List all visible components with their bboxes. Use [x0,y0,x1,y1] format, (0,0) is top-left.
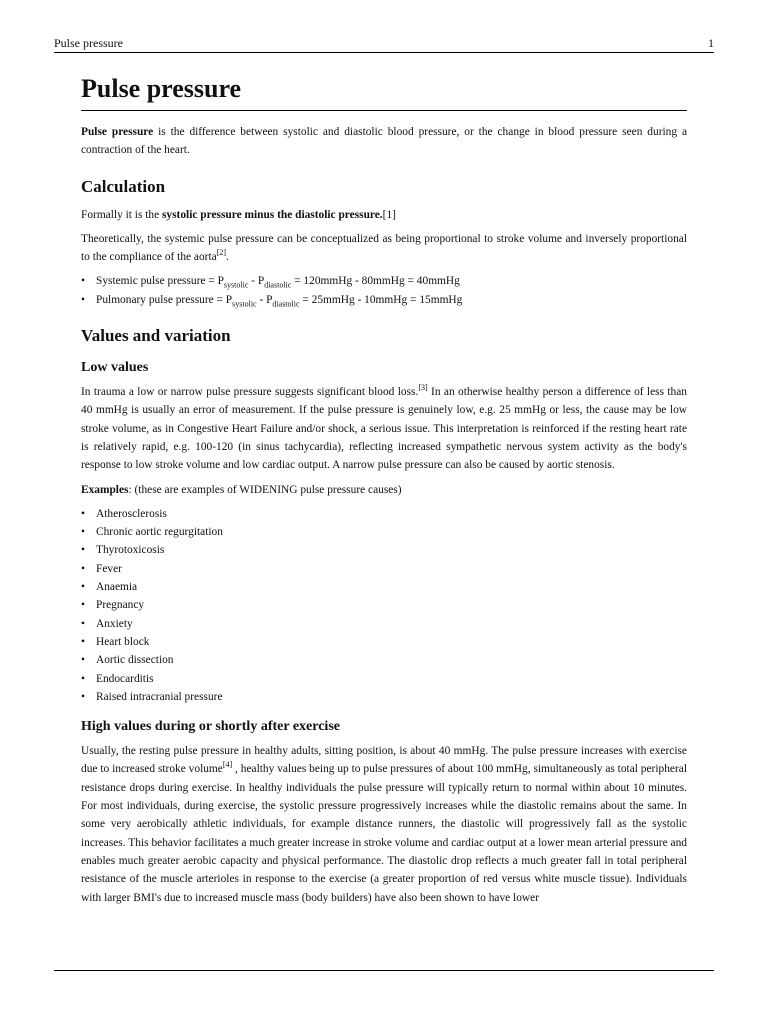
section-heading-values: Values and variation [81,326,231,346]
formula-sub-systolic: systolic [223,280,249,290]
theory-end: . [226,251,229,264]
page-number: 1 [708,36,714,50]
formula-sub-diastolic: diastolic [264,280,292,290]
examples-intro [81,481,687,499]
examples-bold: Examples [81,483,129,496]
formula-result: = 120mmHg - 80mmHg = 40mmHg [291,275,460,288]
low-text-2: In an otherwise healthy person a difference of less than 40 mmHg is usually an error of measurement. If the pulse pressure is genuinely low, e.g. 25 mmHg or less, the cause may be low stroke volume, as in Congestive Heart Failure and/or shock, a serious issue. This interpretation is reinforced if the resting heart rate is relatively rapid, e.g. 100-120 (in sinus tachycardia), reflecting increased sympathetic nervous system activity as the body's response to low stroke volume and low cardiac output. A narrow pulse pressure can also be caused by aortic stenosis. [81,386,688,472]
formula-sub-diastolic: diastolic [272,299,300,309]
intro-bold-term: Pulse pressure [81,126,154,138]
examples-text: : (these are examples of WIDENING pulse pressure causes) [128,483,402,496]
formula-label: Pulmonary pulse pressure = P [96,293,233,306]
list-item: • Aortic dissection [81,651,687,669]
subsection-heading-high: High values during or shortly after exercise [81,719,340,735]
low-text-1: In trauma a low or narrow pulse pressure suggests significant blood loss. [81,386,419,399]
formula-systemic [81,272,687,290]
list-item: • Anaemia [81,578,687,596]
theory-text: Theoretically, the systemic pulse pressure can be conceptualized as being proportional to stroke volume and inversely proportional to the compliance of the aorta [81,232,687,264]
formula-minus: - P [256,293,273,306]
formal-bold: systolic pressure minus the diastolic pressure. [162,208,383,221]
formula-result: = 25mmHg - 10mmHg = 15mmHg [299,293,463,306]
intro-paragraph [81,123,687,160]
theory-paragraph [81,230,687,267]
formula-minus: - P [248,275,265,288]
subsection-heading-low: Low values [81,360,149,376]
list-item: • Pregnancy [81,596,687,614]
citation-link-2[interactable]: [2] [216,248,227,258]
citation-link-4[interactable]: [4] [222,760,233,770]
article-body [81,72,687,913]
examples-list [81,505,687,706]
section-heading-calculation: Calculation [81,176,166,196]
formal-pre: Formally it is the [81,208,162,221]
formula-list [81,272,687,309]
list-item: • Anxiety [81,615,687,633]
formula-sub-systolic: systolic [232,299,257,309]
high-text-1: Usually, the resting pulse pressure in healthy adults, sitting position, is about 40 mmHg. The pulse pressure increases with exercise due to increased stroke volume [81,745,687,776]
running-header [54,36,714,53]
formula-label: Systemic pulse pressure = P [96,275,224,288]
page-title: Pulse pressure [81,72,687,111]
citation-link-1[interactable]: [1] [382,208,396,221]
list-item: • Endocarditis [81,670,687,688]
list-item: • Heart block [81,633,687,651]
list-item: • Fever [81,560,687,578]
list-item: • Thyrotoxicosis [81,541,687,559]
high-text-2: , healthy values being up to pulse pressures of about 100 mmHg, simultaneously as total peripheral resistance drops during exercise. In healthy individuals the pulse pressure will typically return to normal within about 10 minutes. For most individuals, during exercise, the systolic pressure progressively increases while the diastolic remains about the same. In some very aerobically athletic individuals, for example distance runners, the diastolic will progressively fall as the systolic increases. This behavior facilitates a much greater increase in stroke volume and cardiac output at a lower mean arterial pressure and enables much greater aerobic capacity and physical performance. The diastolic drop reflects a much greater fall in total peripheral resistance of the muscle arterioles in response to the exercise (a greater proportion of red versus white muscle tissue). Individuals with larger BMI's due to increased muscle mass (body builders) have also been shown to have lower [81,763,687,904]
footer-divider [54,970,714,971]
low-values-paragraph [81,383,687,474]
formula-pulmonary [81,291,687,309]
list-item: • Chronic aortic regurgitation [81,523,687,541]
intro-text: is the difference between systolic and diastolic blood pressure, or the change in blood pressure seen during a contraction of the heart. [81,126,687,157]
citation-link-3[interactable]: [3] [418,383,428,393]
high-values-paragraph [81,742,687,907]
list-item: • Raised intracranial pressure [81,688,687,706]
running-header-title: Pulse pressure [54,36,123,50]
formal-definition [81,206,687,224]
list-item: • Atherosclerosis [81,505,687,523]
